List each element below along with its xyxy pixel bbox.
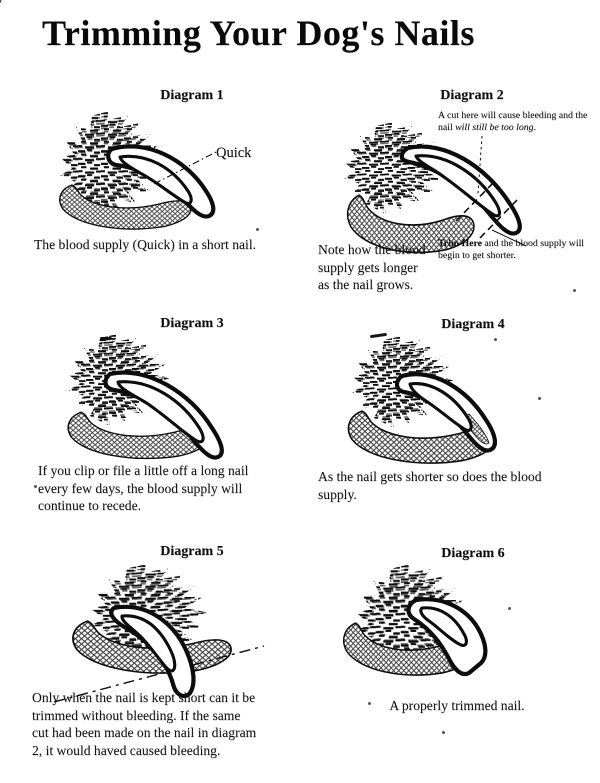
diagram-1-title: Diagram 1 <box>160 88 224 103</box>
caption-line: As the nail gets shorter so does the blood <box>318 469 542 484</box>
page-title: Trimming Your Dog's Nails <box>42 13 475 53</box>
caption-line: cut had been made on the nail in diagram <box>32 725 257 740</box>
caption-line: supply. <box>318 486 357 502</box>
diagram-6-illustration <box>330 556 560 696</box>
cut-note-period: . <box>533 122 536 134</box>
trim-note-rest: and the blood supply will begin to get shorter. <box>438 238 585 262</box>
trim-note-bold: Trim Here <box>438 238 482 249</box>
diagram-5-title: Diagram 5 <box>160 544 224 559</box>
diagram-3-title: Diagram 3 <box>160 316 224 331</box>
diagram-1-caption: The blood supply (Quick) in a short nail. <box>34 237 256 252</box>
diagram-3-illustration <box>40 330 280 464</box>
diagram-1-illustration <box>40 103 280 238</box>
diagram-4-illustration <box>330 330 560 468</box>
caption-line: 2, it would haved caused bleeding. <box>32 742 221 758</box>
diagram-6-caption: A properly trimmed nail. <box>389 698 525 713</box>
diagram-5-caption <box>32 689 292 759</box>
diagram-2-caption <box>318 241 453 294</box>
diagram-4-title: Diagram 4 <box>441 317 505 332</box>
caption-line: trimmed without bleeding. If the same <box>32 707 241 723</box>
diagram-2-trim-note <box>438 238 596 263</box>
scan-speck <box>573 289 576 292</box>
caption-line: Only when the nail is kept short can it be <box>32 690 256 705</box>
quick-label: Quick <box>216 145 252 161</box>
cut-note-italic: will still be too long <box>455 122 534 134</box>
diagram-2-cut-note <box>438 110 590 135</box>
caption-line: as the nail grows. <box>318 277 414 292</box>
scan-speck <box>442 731 445 734</box>
diagram-2-title: Diagram 2 <box>440 88 504 103</box>
scan-artifact-corner <box>0 0 3 15</box>
diagram-4-caption <box>318 468 578 503</box>
scan-speck <box>34 485 37 488</box>
caption-line: Note how the blood <box>318 242 426 257</box>
cut-note-text: A cut here will cause bleeding and the nail <box>438 110 588 134</box>
caption-line: supply gets longer <box>318 259 418 275</box>
caption-line: continue to recede. <box>38 498 142 513</box>
caption-line: every few days, the blood supply will <box>38 480 243 496</box>
caption-line: If you clip or file a little off a long nail <box>38 463 249 478</box>
diagram-6-title: Diagram 6 <box>441 546 505 561</box>
diagram-3-caption <box>38 462 288 515</box>
diagram-5-illustration <box>40 556 292 706</box>
